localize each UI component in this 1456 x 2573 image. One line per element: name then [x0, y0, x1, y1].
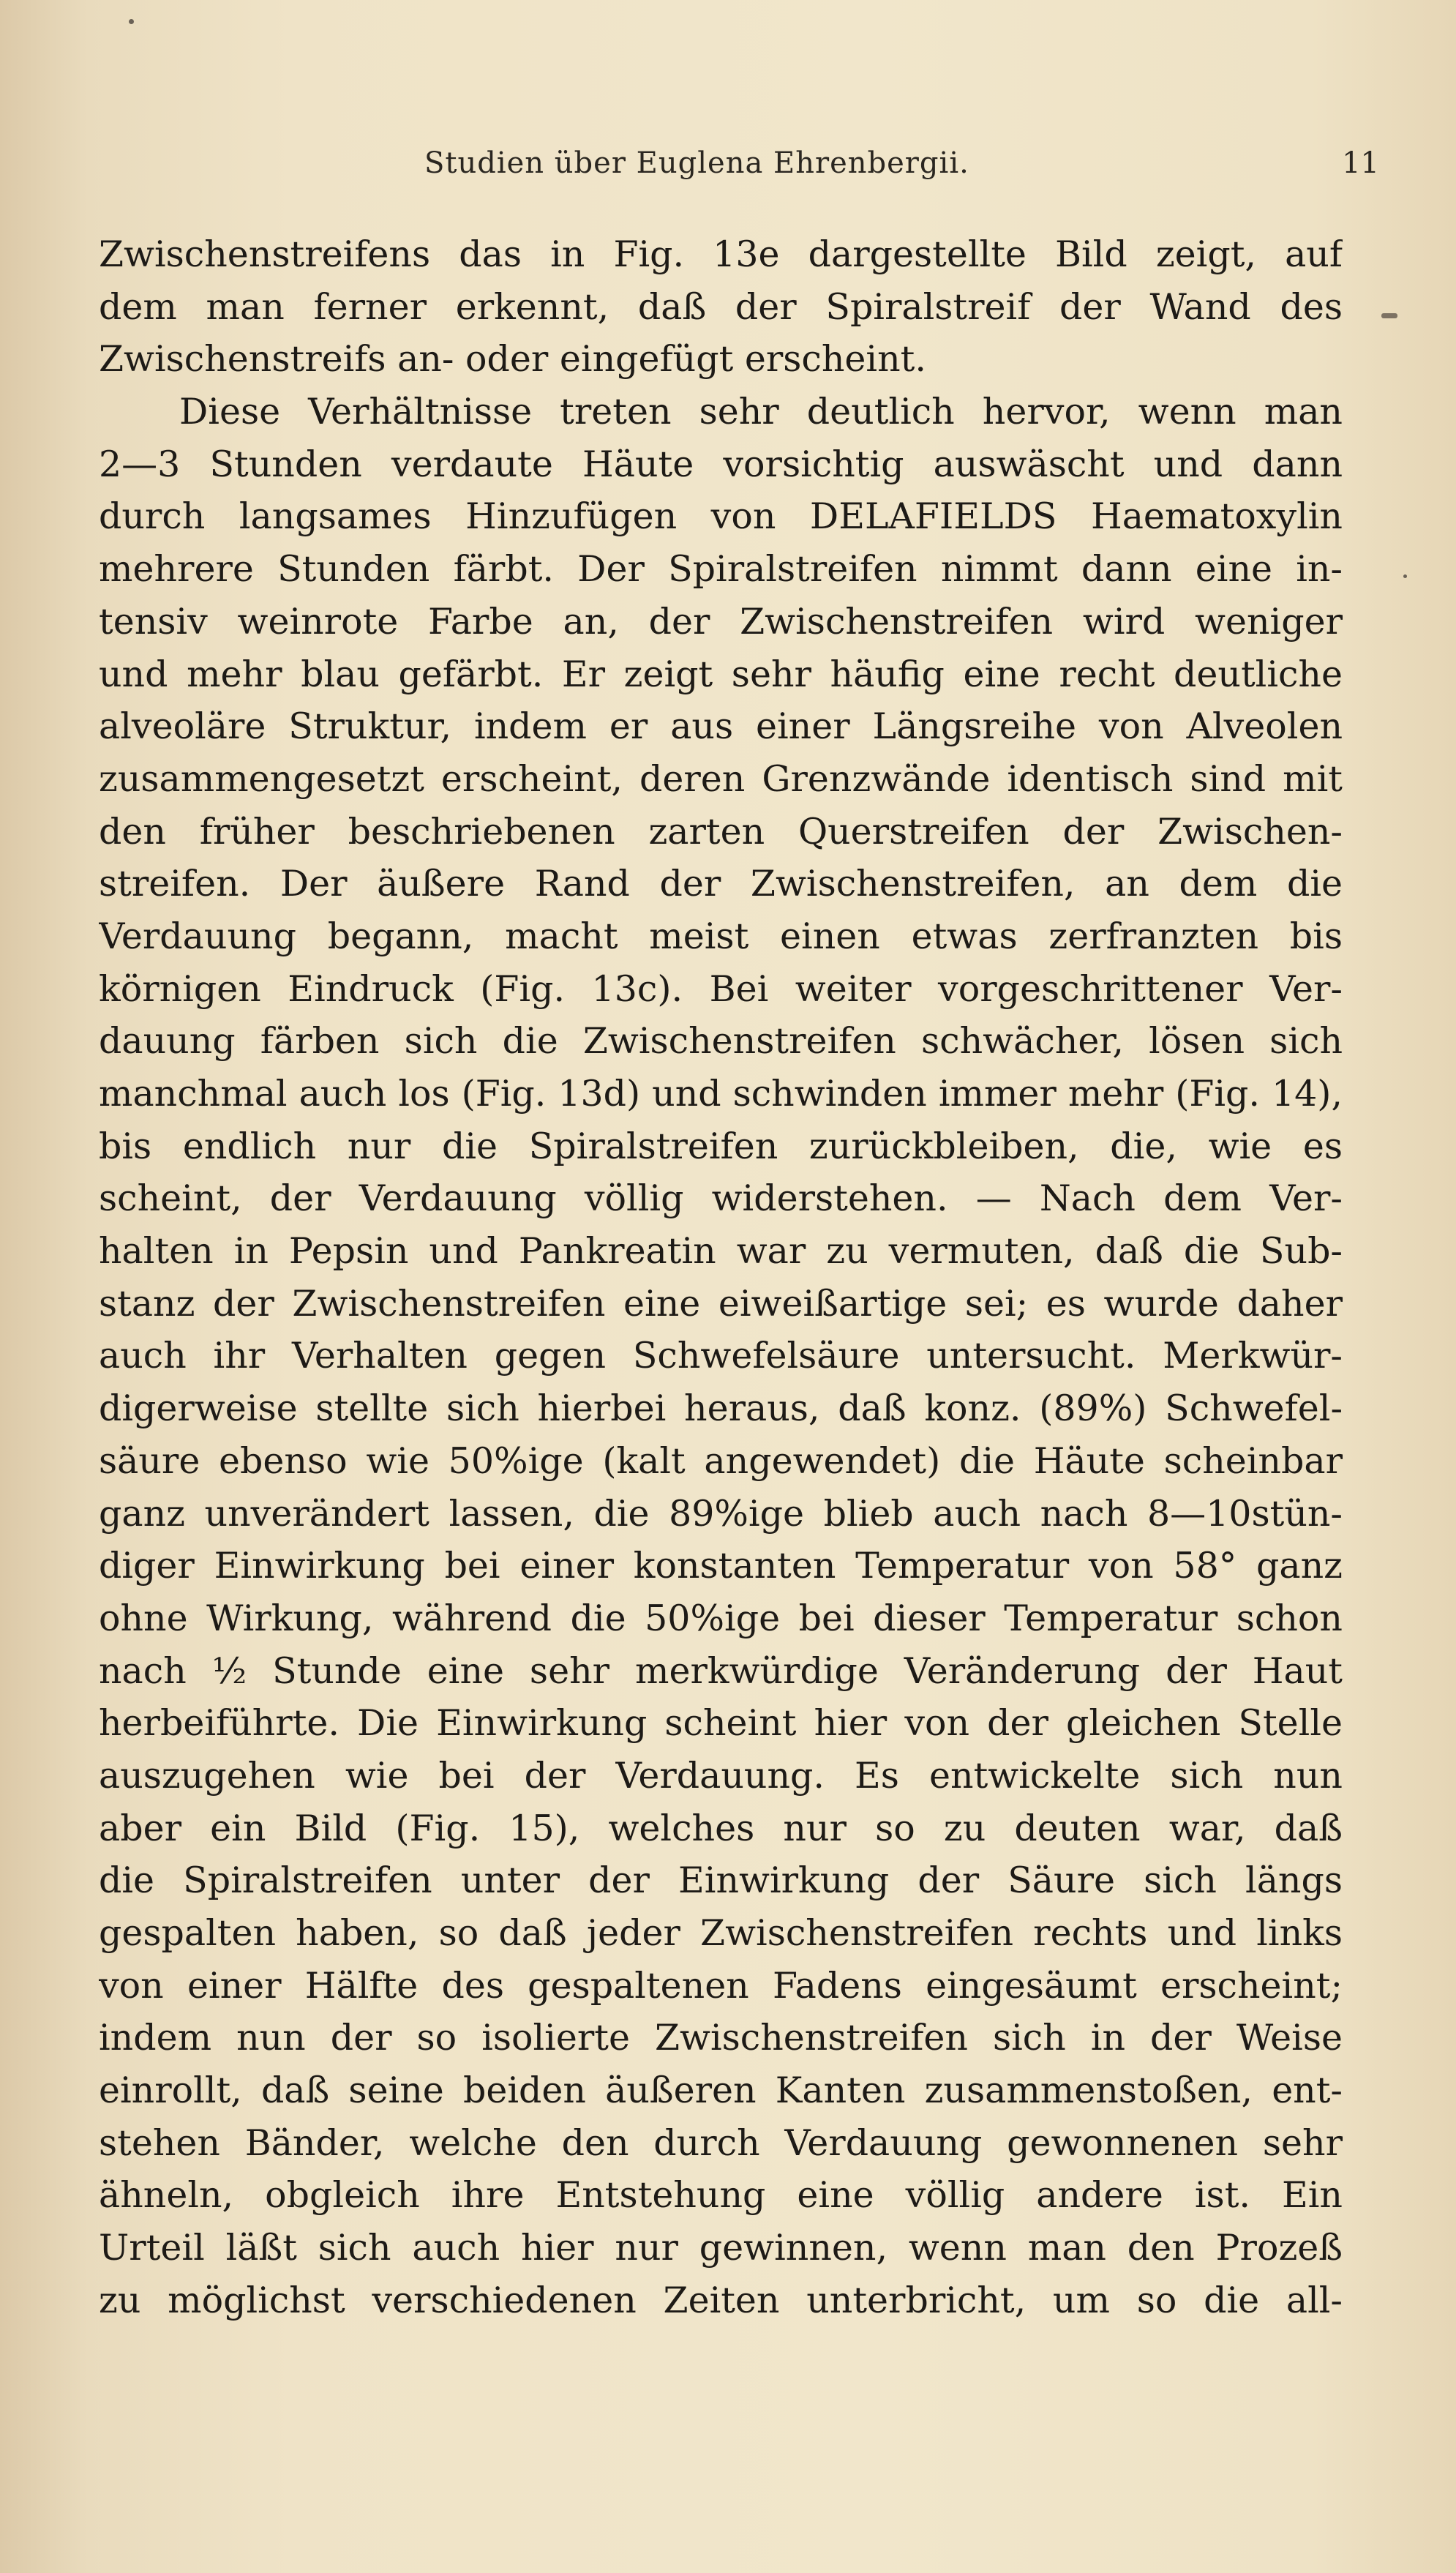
running-head	[424, 146, 1379, 190]
text-line: gespalten haben, so daß jeder Zwischenstreifen rechts und links	[99, 1912, 1343, 1954]
text-line: bis endlich nur die Spiralstreifen zurückbleiben, die, wie es	[99, 1125, 1343, 1167]
text-line: ohne Wirkung, während die 50%ige bei dieser Temperatur schon	[99, 1597, 1343, 1639]
text-line: manchmal auch los (Fig. 13d) und schwinden immer mehr (Fig. 14),	[99, 1073, 1343, 1115]
running-title: Studien über Euglena Ehrenbergii.	[424, 146, 969, 180]
text-line: den früher beschriebenen zarten Querstreifen der Zwischen-	[99, 810, 1343, 853]
paper-speck	[1403, 574, 1407, 578]
text-line: Verdauung begann, macht meist einen etwas zerfranzten bis	[99, 915, 1343, 957]
text-line: halten in Pepsin und Pankreatin war zu vermuten, daß die Sub-	[99, 1230, 1343, 1273]
text-line: dem man ferner erkennt, daß der Spiralstreif der Wand des	[99, 285, 1343, 328]
text-line: dauung färben sich die Zwischenstreifen schwächer, lösen sich	[99, 1020, 1343, 1063]
text-line: von einer Hälfte des gespaltenen Fadens eingesäumt erscheint;	[99, 1964, 1343, 2007]
text-line: 2—3 Stunden verdaute Häute vorsichtig auswäscht und dann	[99, 443, 1343, 485]
text-line: alveoläre Struktur, indem er aus einer Längsreihe von Alveolen	[99, 705, 1343, 748]
text-line: Zwischenstreifs an- oder eingefügt erscheint.	[99, 338, 926, 381]
text-line: Zwischenstreifens das in Fig. 13e dargestellte Bild zeigt, auf	[99, 233, 1343, 275]
text-line: scheint, der Verdauung völlig widerstehen. — Nach dem Ver-	[99, 1177, 1343, 1220]
paper-speck	[129, 19, 134, 24]
text-line: die Spiralstreifen unter der Einwirkung der Säure sich längs	[99, 1859, 1343, 1902]
text-line: stehen Bänder, welche den durch Verdauung gewonnenen sehr	[99, 2121, 1343, 2164]
text-line: Diese Verhältnisse treten sehr deutlich hervor, wenn man	[179, 391, 1343, 433]
text-line: aber ein Bild (Fig. 15), welches nur so zu deuten war, daß	[99, 1807, 1343, 1849]
text-line: auszugehen wie bei der Verdauung. Es entwickelte sich nun	[99, 1754, 1343, 1797]
text-line: tensiv weinrote Farbe an, der Zwischenstreifen wird weniger	[99, 600, 1343, 643]
text-line: einrollt, daß seine beiden äußeren Kanten zusammenstoßen, ent-	[99, 2070, 1343, 2112]
text-line: zusammengesetzt erscheint, deren Grenzwände identisch sind mit	[99, 757, 1343, 800]
paper-speck	[1381, 313, 1397, 318]
page-number: 11	[1342, 146, 1379, 180]
text-line: mehrere Stunden färbt. Der Spiralstreifen nimmt dann eine in-	[99, 548, 1343, 591]
text-line: digerweise stellte sich hierbei heraus, daß konz. (89%) Schwefel-	[99, 1387, 1343, 1430]
text-line: ähneln, obgleich ihre Entstehung eine völlig andere ist. Ein	[99, 2174, 1343, 2217]
text-line: säure ebenso wie 50%ige (kalt angewendet) die Häute scheinbar	[99, 1439, 1343, 1482]
text-line: streifen. Der äußere Rand der Zwischenstreifen, an dem die	[99, 863, 1343, 905]
text-line: durch langsames Hinzufügen von DELAFIELDS Haematoxylin	[99, 495, 1343, 538]
text-line: ganz unverändert lassen, die 89%ige blieb auch nach 8—10stün-	[99, 1492, 1343, 1535]
text-line: auch ihr Verhalten gegen Schwefelsäure untersucht. Merkwür-	[99, 1335, 1343, 1377]
body-text	[99, 228, 1343, 2327]
text-line: Urteil läßt sich auch hier nur gewinnen, wenn man den Prozeß	[99, 2227, 1343, 2269]
text-line: indem nun der so isolierte Zwischenstreifen sich in der Weise	[99, 2017, 1343, 2059]
text-line: diger Einwirkung bei einer konstanten Temperatur von 58° ganz	[99, 1545, 1343, 1587]
text-line: und mehr blau gefärbt. Er zeigt sehr häufig eine recht deutliche	[99, 653, 1343, 695]
text-line: herbeiführte. Die Einwirkung scheint hier von der gleichen Stelle	[99, 1702, 1343, 1745]
text-line: körnigen Eindruck (Fig. 13c). Bei weiter vorgeschrittener Ver-	[99, 967, 1343, 1010]
text-line: stanz der Zwischenstreifen eine eiweißartige sei; es wurde daher	[99, 1282, 1343, 1325]
text-line: zu möglichst verschiedenen Zeiten unterbricht, um so die all-	[99, 2279, 1343, 2321]
text-line: nach ½ Stunde eine sehr merkwürdige Veränderung der Haut	[99, 1649, 1343, 1692]
